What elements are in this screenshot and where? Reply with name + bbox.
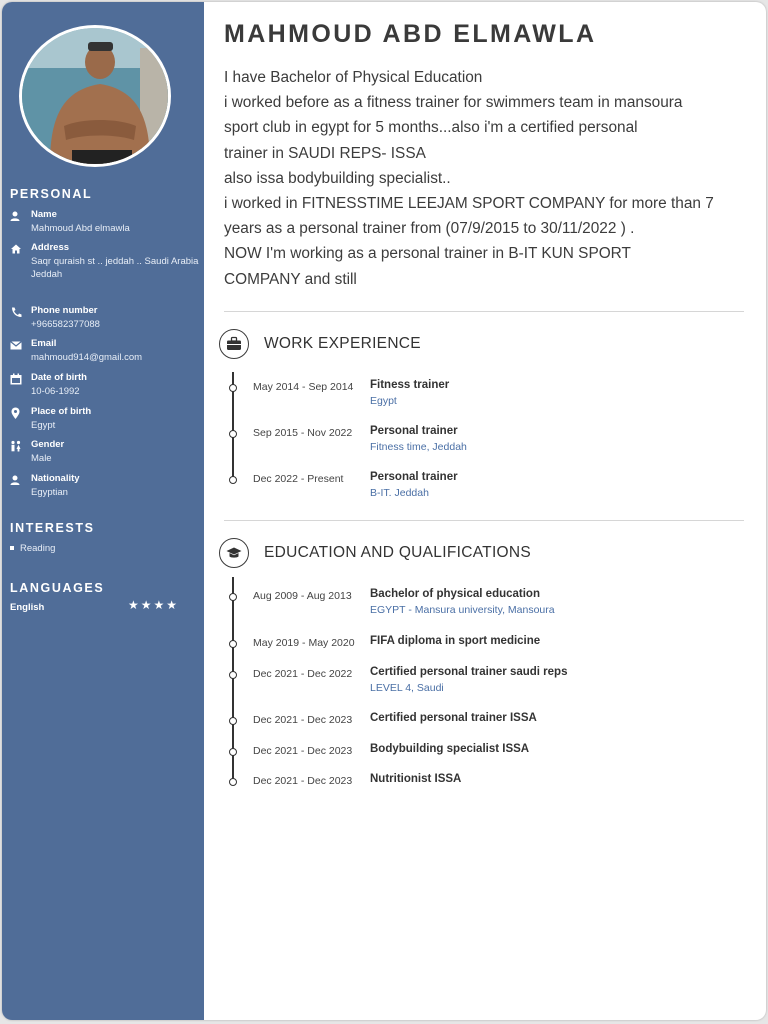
location-pin-icon [10, 407, 24, 421]
education-date: Dec 2021 - Dec 2023 [253, 745, 353, 757]
dob-value: 10-06-1992 [31, 386, 80, 397]
work-experience-title: WORK EXPERIENCE [264, 335, 421, 352]
education-title: EDUCATION AND QUALIFICATIONS [264, 544, 532, 561]
pob-value: Egypt [31, 420, 56, 431]
timeline-dot [229, 671, 237, 679]
summary-line: sport club in egypt for 5 months...also i'm a certified personal [224, 119, 638, 137]
gender-label: Gender [31, 439, 65, 450]
education-title-item: FIFA diploma in sport medicine [370, 635, 541, 647]
name-label: Name [31, 209, 57, 220]
timeline-dot [229, 593, 237, 601]
pob-label: Place of birth [31, 406, 92, 417]
work-title: Fitness trainer [370, 379, 450, 391]
email-label: Email [31, 338, 57, 349]
education-date: Aug 2009 - Aug 2013 [253, 590, 352, 602]
nationality-value: Egyptian [31, 487, 68, 498]
education-institution: LEVEL 4, Saudi [370, 682, 444, 694]
language-rating-stars: ★★★★ [128, 598, 180, 612]
timeline-dot [229, 640, 237, 648]
briefcase-icon [219, 329, 249, 359]
summary-line: I have Bachelor of Physical Education [224, 69, 483, 86]
gender-icon [10, 440, 24, 454]
summary-line: i worked in FITNESSTIME LEEJAM SPORT COMPANY for more than 7 [224, 195, 714, 213]
work-date: Dec 2022 - Present [253, 473, 344, 485]
person-icon [10, 474, 24, 488]
work-title: Personal trainer [370, 471, 458, 483]
address-label: Address [31, 242, 70, 253]
timeline-dot [229, 778, 237, 786]
work-date: Sep 2015 - Nov 2022 [253, 427, 353, 439]
education-date: Dec 2021 - Dec 2023 [253, 714, 353, 726]
summary-line: COMPANY and still [224, 270, 357, 288]
summary-line: NOW I'm working as a personal trainer in B-IT KUN SPORT [224, 245, 631, 263]
timeline-dot [229, 717, 237, 725]
divider [224, 311, 744, 312]
interest-item [10, 543, 55, 554]
work-location: Fitness time, Jeddah [370, 441, 467, 453]
address-value: Saqr quraish st .. jeddah .. Saudi Arabia Jeddah [31, 256, 199, 280]
phone-label: Phone number [31, 305, 98, 316]
summary-line: i worked before as a fitness trainer for swimmers team in mansoura [224, 94, 683, 112]
mail-icon [10, 339, 24, 353]
timeline-dot [229, 384, 237, 392]
interests-section-title: INTERESTS [10, 521, 95, 535]
email-value: mahmoud914@gmail.com [31, 352, 143, 363]
interest-label: Reading [20, 543, 56, 554]
dob-label: Date of birth [31, 372, 87, 383]
languages-section-title: LANGUAGES [10, 581, 105, 595]
work-location: Egypt [370, 395, 397, 407]
personal-section-title: PERSONAL [10, 187, 93, 201]
work-date: May 2014 - Sep 2014 [253, 381, 354, 393]
divider [224, 520, 744, 521]
bullet-icon [10, 546, 14, 550]
home-icon [10, 243, 24, 257]
timeline-dot [229, 748, 237, 756]
education-title-item: Nutritionist ISSA [370, 773, 462, 785]
name-value: Mahmoud Abd elmawla [31, 223, 130, 234]
language-name: English [10, 602, 45, 613]
education-date: May 2019 - May 2020 [253, 637, 355, 649]
phone-value: +966582377088 [31, 319, 100, 330]
summary-line: also issa bodybuilding specialist.. [224, 169, 451, 187]
work-title: Personal trainer [370, 425, 458, 437]
candidate-name: MAHMOUD ABD ELMAWLA [224, 20, 597, 48]
summary-line: years as a personal trainer from (07/9/2015 to 30/11/2022 ) . [224, 220, 635, 238]
sidebar [2, 2, 204, 1020]
education-title-item: Certified personal trainer saudi reps [370, 666, 568, 678]
work-location: B-IT. Jeddah [370, 487, 429, 499]
summary-line: trainer in SAUDI REPS- ISSA [224, 144, 426, 162]
summary [224, 65, 746, 292]
education-title-item: Bachelor of physical education [370, 588, 540, 600]
education-title-item: Certified personal trainer ISSA [370, 712, 537, 724]
graduation-cap-icon [219, 538, 249, 568]
calendar-icon [10, 373, 24, 387]
nationality-label: Nationality [31, 473, 80, 484]
education-date: Dec 2021 - Dec 2023 [253, 775, 353, 787]
gender-value: Male [31, 453, 52, 464]
phone-icon [10, 306, 24, 320]
person-icon [10, 210, 24, 224]
resume-page [2, 2, 766, 1020]
education-title-item: Bodybuilding specialist ISSA [370, 743, 530, 755]
profile-photo [19, 25, 171, 167]
timeline-dot [229, 476, 237, 484]
education-institution: EGYPT - Mansura university, Mansoura [370, 604, 555, 616]
timeline-dot [229, 430, 237, 438]
education-date: Dec 2021 - Dec 2022 [253, 668, 353, 680]
